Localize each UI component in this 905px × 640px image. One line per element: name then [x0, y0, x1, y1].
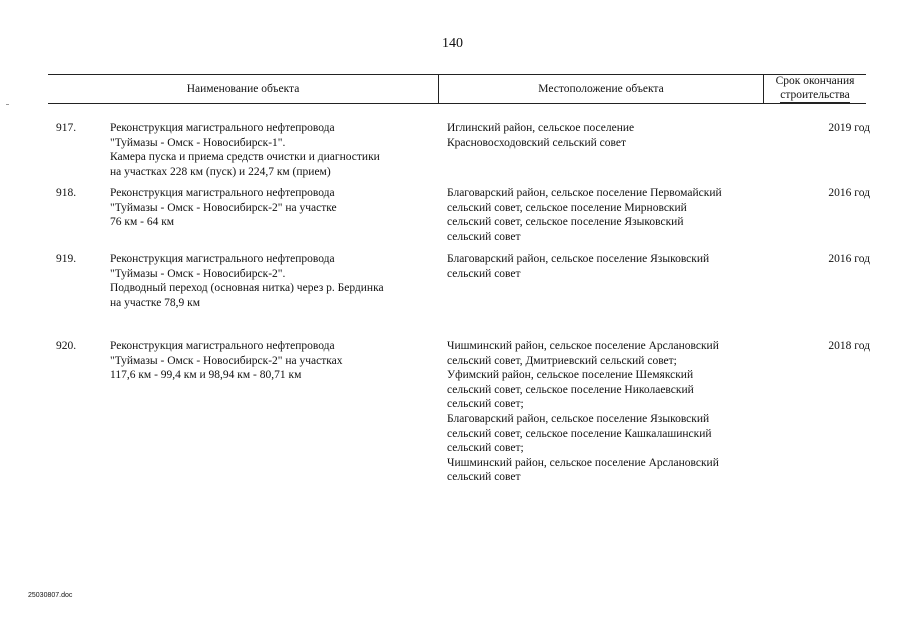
text-line: сельский совет;: [447, 442, 524, 455]
text-line: Реконструкция магистрального нефтепровода: [110, 340, 335, 352]
header-completion-line2: строительства: [780, 89, 850, 101]
text-line: Чишминский район, сельское поселение Арслановский: [447, 456, 719, 469]
text-line: Благоварский район, сельское поселение Языковский: [447, 253, 710, 265]
text-line: "Туймазы - Омск - Новосибирск-2" на участке: [110, 201, 337, 214]
text-line: Реконструкция магистрального нефтепровода: [110, 122, 335, 134]
object-name: [110, 339, 430, 383]
text-line: сельский совет, сельское поселение Языковский: [447, 216, 684, 229]
header-location: Местоположение объекта: [538, 82, 664, 95]
margin-mark: [6, 104, 9, 105]
text-line: сельский совет: [447, 471, 521, 484]
text-line: 76 км - 64 км: [110, 216, 175, 229]
document-filename: 25030807.doc: [28, 592, 73, 599]
text-line: Подводный переход (основная нитка) через р. Бердинка: [110, 282, 384, 295]
object-location: [447, 252, 762, 281]
text-line: Камера пуска и приема средств очистки и диагностики: [110, 151, 380, 164]
row-number: 920.: [56, 340, 77, 352]
row-number: 919.: [56, 253, 77, 265]
row-number: 917.: [56, 122, 77, 134]
completion-date: 2016 год: [828, 253, 870, 265]
text-line: Реконструкция магистрального нефтепровода: [110, 253, 335, 265]
text-line: Реконструкция магистрального нефтепровода: [110, 187, 335, 199]
text-line: Красновосходовский сельский совет: [447, 136, 626, 149]
header-completion-line1: Срок окончания: [775, 75, 855, 87]
header-bottom-rule: [48, 103, 866, 104]
object-name: [110, 121, 430, 179]
text-line: "Туймазы - Омск - Новосибирск-1".: [110, 136, 286, 149]
text-line: сельский совет, сельское поселение Мирновский: [447, 201, 687, 214]
text-line: на участках 228 км (пуск) и 224,7 км (прием): [110, 165, 331, 178]
object-name: [110, 186, 430, 230]
completion-date: 2016 год: [828, 187, 870, 199]
completion-date: 2019 год: [828, 122, 870, 134]
header-completion: [764, 74, 866, 103]
object-location: [447, 339, 762, 485]
text-line: Иглинский район, сельское поселение: [447, 122, 635, 134]
text-line: "Туймазы - Омск - Новосибирск-2".: [110, 267, 286, 280]
object-location: [447, 121, 762, 150]
text-line: "Туймазы - Омск - Новосибирск-2" на участках: [110, 354, 343, 367]
text-line: сельский совет: [447, 230, 521, 243]
text-line: сельский совет;: [447, 398, 524, 411]
text-line: Уфимский район, сельское поселение Шемякский: [447, 369, 694, 382]
text-line: сельский совет, сельское поселение Николаевский: [447, 383, 694, 396]
header-name: Наименование объекта: [186, 82, 300, 95]
page-number: 140: [442, 36, 463, 51]
text-line: Благоварский район, сельское поселение Первомайский: [447, 187, 722, 199]
text-line: сельский совет, сельское поселение Кашкалашинский: [447, 427, 712, 440]
text-line: сельский совет: [447, 267, 521, 280]
row-number: 918.: [56, 187, 77, 199]
object-location: [447, 186, 762, 244]
text-line: Благоварский район, сельское поселение Языковский: [447, 412, 710, 425]
text-line: Чишминский район, сельское поселение Арслановский: [447, 340, 719, 352]
completion-date: 2018 год: [828, 340, 870, 352]
text-line: на участке 78,9 км: [110, 296, 201, 309]
text-line: 117,6 км - 99,4 км и 98,94 км - 80,71 км: [110, 369, 302, 382]
text-line: сельский совет, Дмитриевский сельский совет;: [447, 354, 677, 367]
object-name: [110, 252, 430, 310]
